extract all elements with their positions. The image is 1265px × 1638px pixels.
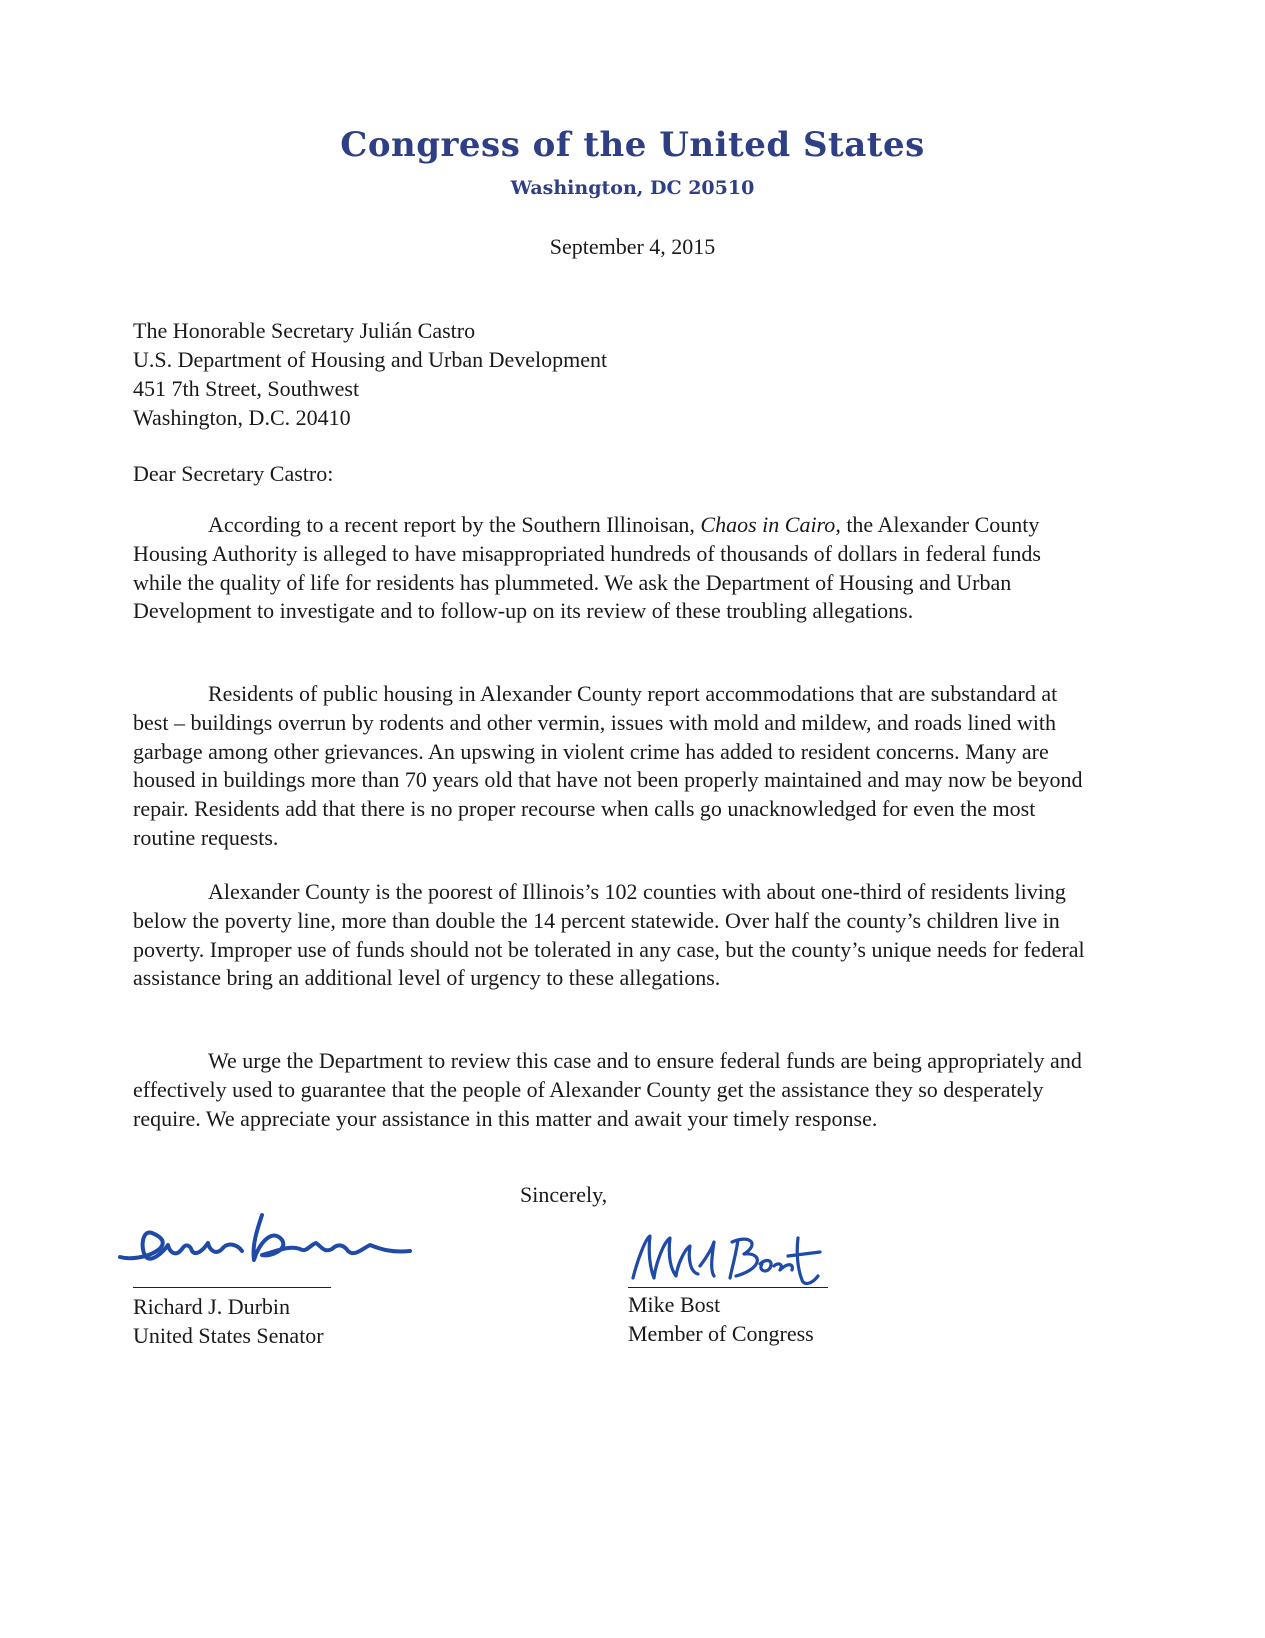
report-title: Chaos in Cairo [700, 512, 836, 537]
body-paragraph-4: We urge the Department to review this case and to ensure federal funds are being appropriately and effectively used to guarantee that the people of Alexander County get the assistance they so desperately require. We appreciate your assistance in this matter and await your timely response. [133, 1048, 1082, 1131]
paragraph-text: , the Alexander County Housing Authority is alleged to have misappropriated hundreds of thousands of dollars in federal funds while the quality of life for residents has plummeted. We ask the Department of Housing and Urban Development to investigate and to follow-up on its review of these troubling allegations. [133, 512, 1041, 624]
signature-line [133, 1287, 331, 1288]
signature-ink [633, 1236, 820, 1283]
recipient-line: U.S. Department of Housing and Urban Development [133, 347, 608, 372]
signer-name: Mike Bost [628, 1292, 721, 1317]
signature-line [628, 1287, 828, 1288]
signature-ink [120, 1215, 410, 1260]
signature-durbin [112, 1205, 417, 1275]
letterhead-address: Washington, DC 20510 [510, 177, 755, 199]
signature-bost [628, 1218, 828, 1298]
body-paragraph-3: Alexander County is the poorest of Illinois’s 102 counties with about one-third of residents living below the poverty line, more than double the 14 percent statewide. Over half the county’s children live in poverty. Improper use of funds should not be tolerated in any case, but the county’s unique needs for federal assistance bring an additional level of urgency to these allegations. [133, 879, 1085, 991]
paragraph-text: According to a recent report by the Southern Illinoisan, [208, 512, 701, 537]
recipient-line: The Honorable Secretary Julián Castro [133, 318, 476, 343]
letterhead-title: Congress of the United States [340, 125, 925, 165]
recipient-line: Washington, D.C. 20410 [133, 405, 351, 430]
body-paragraph-1 [133, 511, 1093, 626]
body-paragraph-2: Residents of public housing in Alexander County report accommodations that are substandard at best – buildings overrun by rodents and other vermin, issues with mold and mildew, and roads lined with garbage among other grievances. An upswing in violent crime has added to resident concerns. Many are housed in buildings more than 70 years old that have not been properly maintained and may now be beyond repair. Residents add that there is no proper recourse when calls go unacknowledged for even the most routine requests. [133, 681, 1083, 850]
letter-date: September 4, 2015 [549, 234, 716, 259]
salutation: Dear Secretary Castro: [133, 461, 334, 486]
recipient-address [133, 316, 607, 432]
recipient-line: 451 7th Street, Southwest [133, 376, 360, 401]
signer-bost [628, 1290, 814, 1348]
signer-name: Richard J. Durbin [133, 1294, 291, 1319]
signer-title: Member of Congress [628, 1321, 814, 1346]
signer-title: United States Senator [133, 1323, 324, 1348]
closing: Sincerely, [520, 1182, 608, 1207]
signer-durbin [133, 1292, 324, 1350]
